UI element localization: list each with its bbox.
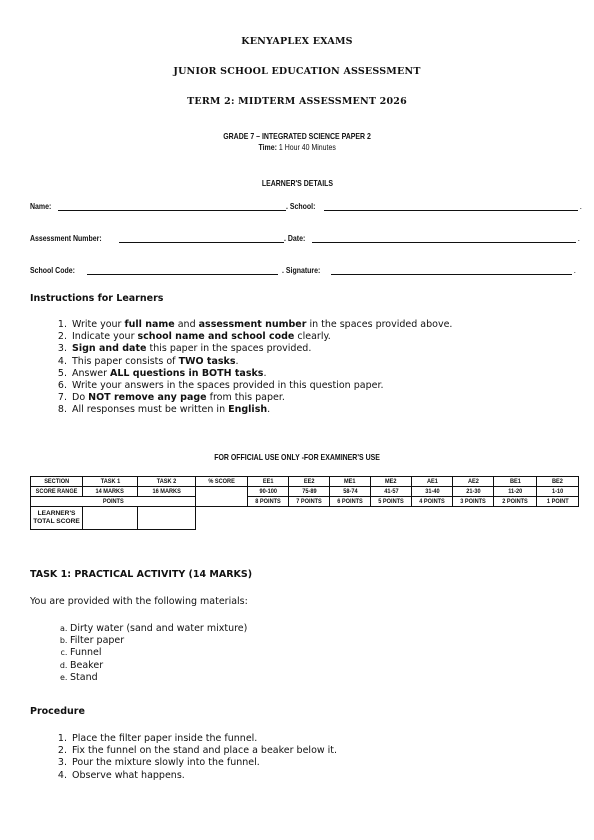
instruction-emphasis: assessment number (198, 319, 307, 330)
instruction-item (70, 368, 590, 380)
table-header-cell (330, 477, 371, 487)
grade-range-cell-text: 58-74 (342, 488, 358, 495)
table-header-cell-text: SECTION (44, 478, 69, 485)
instruction-item (70, 319, 590, 331)
table-header-cell (83, 477, 138, 487)
grade-range-cell-text: 41-57 (383, 488, 399, 495)
grade-points-cell (537, 497, 579, 507)
table-header-cell (412, 477, 453, 487)
name-label: Name: (30, 201, 52, 211)
grade-points-cell-text: 2 POINTS (502, 498, 528, 505)
grade-points-cell (289, 497, 330, 507)
instruction-text: from this paper. (206, 392, 285, 404)
learner-total-row (31, 507, 579, 530)
table-header-cell (289, 477, 330, 487)
grade-range-cell (537, 487, 579, 497)
paper-title-text: GRADE 7 – INTEGRATED SCIENCE PAPER 2 (223, 131, 371, 141)
signature-field[interactable] (282, 265, 576, 275)
official-use-title: FOR OFFICIAL USE ONLY -FOR EXAMINER'S USE (214, 452, 380, 462)
grade-range-cell-text: 21-30 (465, 488, 481, 495)
table-header-cell-text: TASK 2 (156, 478, 177, 485)
instruction-emphasis: NOT remove any page (88, 392, 207, 404)
table-header-cell (371, 477, 412, 487)
material-item: b. Filter paper (70, 635, 570, 647)
name-line[interactable] (58, 202, 286, 211)
table-header-cell-text: AE1 (426, 478, 438, 485)
procedure-title: Procedure (30, 706, 85, 717)
school-code-label: School Code: (30, 265, 75, 275)
learner-total-label: LEARNER'S TOTAL SCORE (31, 507, 83, 530)
instruction-text: this paper in the spaces provided. (146, 343, 312, 355)
instruction-emphasis: TWO tasks (178, 355, 236, 367)
instruction-text: Indicate your (72, 331, 138, 343)
material-item: d. Beaker (70, 660, 570, 672)
school-code-field[interactable] (30, 265, 280, 275)
procedure-step: 4. Observe what happens. (70, 770, 590, 782)
instruction-text: Answer (72, 367, 111, 379)
time-label: Time: (258, 142, 277, 152)
task2-marks (138, 487, 196, 497)
instruction-text: Do (72, 392, 89, 404)
procedure-step: 2. Fix the funnel on the stand and place a beaker below it. (70, 745, 590, 757)
instruction-text: Write your (72, 319, 125, 330)
grade-range-cell (371, 487, 412, 497)
signature-line[interactable] (331, 266, 572, 275)
material-item: e. Stand (70, 672, 570, 684)
task2-total-cell[interactable] (138, 507, 196, 530)
material-item: c. Funnel (70, 647, 570, 659)
task2-marks-text: 16 MARKS (152, 488, 181, 495)
score-range-row (31, 487, 579, 497)
grade-range-cell (289, 487, 330, 497)
instructions-list (50, 319, 590, 417)
material-item: a. Dirty water (sand and water mixture) (70, 623, 570, 635)
grade-range-cell-text: 90-100 (259, 488, 277, 495)
assessment-number-line[interactable] (119, 234, 284, 243)
table-header-cell-text: AE2 (467, 478, 479, 485)
time-value: 1 Hour 40 Minutes (276, 142, 336, 152)
instruction-text: and (174, 319, 199, 330)
grade-points-cell-text: 6 POINTS (337, 498, 363, 505)
instruction-text: . (263, 367, 267, 379)
date-field[interactable] (284, 233, 580, 243)
points-label-text: POINTS (102, 498, 124, 505)
school-line[interactable] (324, 202, 578, 211)
grade-points-cell-text: 7 POINTS (296, 498, 322, 505)
school-end-dot: . (579, 201, 582, 211)
table-header-cell (453, 477, 494, 487)
school-field[interactable] (286, 201, 582, 211)
procedure-list (50, 733, 590, 782)
table-header-cell-text: EE2 (303, 478, 315, 485)
grade-points-cell (371, 497, 412, 507)
points-row (31, 497, 579, 507)
grade-range-cell (494, 487, 537, 497)
table-header-cell-text: TASK 1 (100, 478, 120, 485)
instruction-emphasis: Sign and date (72, 343, 147, 355)
grade-range-cell (330, 487, 371, 497)
grade-points-cell-text: 5 POINTS (378, 498, 404, 505)
date-label: . Date: (284, 233, 306, 243)
materials-list (50, 623, 570, 684)
grade-range-cell-text: 11-20 (507, 488, 523, 495)
table-header-cell (248, 477, 289, 487)
table-header-cell-text: % SCORE (208, 478, 235, 485)
blank-cell (196, 507, 579, 530)
table-header-cell-text: BE1 (509, 478, 521, 485)
learner-details-title: LEARNER'S DETAILS (261, 178, 333, 188)
instruction-emphasis: English (228, 404, 268, 416)
instruction-text: in the spaces provided above. (306, 319, 453, 330)
task1-marks (83, 487, 138, 497)
instruction-text: . (235, 355, 239, 367)
grade-range-cell-text: 1-10 (551, 488, 564, 495)
table-header-cell-text: EE1 (262, 478, 274, 485)
grade-points-cell (412, 497, 453, 507)
grade-points-cell (494, 497, 537, 507)
signature-label: . Signature: (282, 265, 321, 275)
table-header-cell-text: BE2 (552, 478, 563, 485)
procedure-step: 1. Place the filter paper inside the funnel. (70, 733, 590, 745)
instruction-item (70, 392, 590, 404)
exam-org-title: KENYAPLEX EXAMS (241, 36, 353, 47)
date-line[interactable] (312, 234, 576, 243)
instruction-emphasis: ALL questions in BOTH tasks (110, 367, 264, 379)
score-range-label (31, 487, 83, 497)
task1-total-cell[interactable] (83, 507, 138, 530)
points-label (31, 497, 196, 507)
percent-score-cell[interactable] (196, 487, 248, 507)
date-end-dot: . (577, 233, 580, 243)
grade-range-cell-text: 31-40 (424, 488, 440, 495)
grade-points-cell (453, 497, 494, 507)
table-header-cell (31, 477, 83, 487)
instruction-item (70, 356, 590, 368)
grade-points-cell-text: 3 POINTS (460, 498, 486, 505)
grade-points-cell-text: 1 POINT (546, 498, 569, 505)
score-range-label-text: SCORE RANGE (35, 488, 78, 495)
grade-range-cell (453, 487, 494, 497)
assessment-title: JUNIOR SCHOOL EDUCATION ASSESSMENT (173, 66, 421, 77)
official-use-heading (0, 447, 594, 465)
instruction-emphasis: full name (124, 319, 175, 330)
table-header-cell (196, 477, 248, 487)
task1-intro: You are provided with the following materials: (30, 596, 248, 607)
grade-range-cell (248, 487, 289, 497)
table-header-cell (494, 477, 537, 487)
signature-end-dot: . (573, 265, 576, 275)
task1-title: TASK 1: PRACTICAL ACTIVITY (14 MARKS) (30, 569, 253, 580)
table-header-cell-text: ME1 (344, 478, 356, 485)
instruction-text: All responses must be written in (72, 404, 229, 416)
grade-range-cell-text: 75-89 (301, 488, 317, 495)
table-header-cell (138, 477, 196, 487)
table-header-cell (537, 477, 579, 487)
score-table (30, 476, 579, 530)
school-label: . School: (286, 201, 316, 211)
grade-points-cell (330, 497, 371, 507)
time-line (0, 142, 594, 152)
grade-range-cell (412, 487, 453, 497)
instruction-emphasis: school name and school code (137, 331, 295, 343)
instructions-title: Instructions for Learners (30, 293, 164, 304)
instruction-item (70, 343, 590, 355)
task1-marks-text: 14 MARKS (95, 488, 125, 495)
score-table-header-row (31, 477, 579, 487)
learner-details-heading (0, 173, 594, 191)
grade-points-cell-text: 8 POINTS (255, 498, 281, 505)
procedure-step: 3. Pour the mixture slowly into the funnel. (70, 757, 590, 769)
school-code-line[interactable] (87, 266, 278, 275)
instruction-text: . (267, 404, 271, 416)
grade-points-cell (248, 497, 289, 507)
instruction-item (70, 380, 590, 392)
instruction-text: Write your answers in the spaces provided in this question paper. (72, 380, 384, 392)
instruction-text: This paper consists of (72, 355, 179, 367)
assessment-number-label: Assessment Number: (30, 233, 102, 243)
assessment-number-field[interactable] (30, 233, 286, 243)
name-field[interactable] (30, 201, 288, 211)
table-header-cell-text: ME2 (385, 478, 397, 485)
instruction-text: clearly. (294, 331, 331, 343)
instruction-item (70, 404, 590, 416)
grade-points-cell-text: 4 POINTS (419, 498, 445, 505)
term-title: TERM 2: MIDTERM ASSESSMENT 2026 (187, 96, 407, 107)
instruction-item (70, 331, 590, 343)
